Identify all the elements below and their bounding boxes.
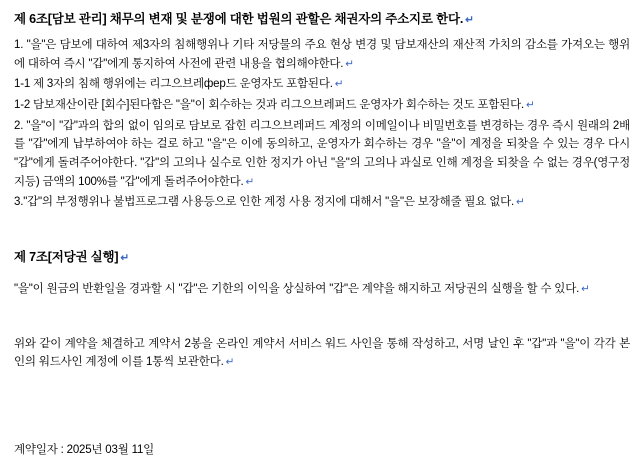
- spacer: [14, 374, 630, 408]
- section-article-6: [14, 10, 630, 212]
- paragraph-text: "을"이 원금의 반환일을 경과할 시 "갑"은 기한의 이익을 상실하여 "갑"은 계약을 해지하고 저당권의 실행을 할 수 있다.: [14, 283, 580, 296]
- section-heading-text: 제 6조[담보 관리] 채무의 변재 및 분쟁에 대한 법원의 관할은 채권자의 주소지로 한다.: [14, 12, 464, 26]
- paragraph: [14, 96, 630, 115]
- paragraph-text: 3."갑"의 부정행위나 불법프로그램 사용등으로 인한 계정 사용 정지에 대해서 "을"은 보장해줄 필요 없다.: [14, 196, 515, 209]
- contract-date: [14, 441, 630, 459]
- paragraph: [14, 117, 630, 192]
- closing-paragraph-text: 위와 같이 계약을 체결하고 계약서 2봉을 온라인 계약서 서비스 워드 사인을 통해 작성하고, 서명 날인 후 "갑"과 "을"이 각각 본인의 워드사인 계정에 이를 1통씩 보관한다.: [14, 337, 630, 369]
- pilcrow-mark: ↵: [581, 283, 590, 296]
- spacer: [14, 214, 630, 248]
- spacer: [14, 266, 630, 280]
- paragraph: [14, 193, 630, 212]
- paragraph-text: 1-2 담보재산이란 [회수]된다함은 "을"이 회수하는 것과 리그으브레퍼드 운영자가 회수하는 것도 포함된다.: [14, 99, 524, 112]
- section-heading-text: 제 7조[저당권 실행]: [14, 249, 119, 264]
- contract-date-text: 계약일자 : 2025년 03월 11일: [14, 444, 155, 457]
- paragraph-text: 1. "을"은 담보에 대하여 제3자의 침해행위나 기타 저당물의 주요 현상 변경 및 담보재산의 재산적 가치의 감소를 가져오는 행위에 대하여 즉시 "갑"에게 통지하여 사전에 관련 내용을 협의해야한다.: [14, 39, 630, 70]
- paragraph: [14, 75, 630, 94]
- pilcrow-mark: ↵: [120, 251, 129, 264]
- pilcrow-mark: ↵: [526, 99, 535, 112]
- paragraph-text: 2. "을"이 "갑"과의 합의 없이 임의로 담보로 잡힌 리그으브레퍼드 계정의 이메일이나 비밀번호를 변경하는 경우 즉시 원래의 2배를 "갑"에게 납부하여야 하는 걸로 하고 "을"은 이에 동의하고, 운영자가 회수하는 경우 "을"이 계정을 되찾을 수 있는 경우 다시 "갑"에게 돌려주어야한다. "갑"의 고의나 실수로 인한 정지가 아닌 "을"의 고의나 과실로 인해 계정을 되찾을 수 없는 경우(영구정지등) 금액의 100%를 "갑"에게 돌려주어야한다.: [14, 119, 630, 188]
- pilcrow-mark: ↵: [245, 175, 255, 188]
- section-heading: [14, 10, 630, 28]
- pilcrow-mark: ↵: [465, 14, 474, 26]
- closing-paragraph: [14, 335, 630, 372]
- pilcrow-mark: ↵: [516, 196, 525, 209]
- section-heading: [14, 248, 630, 266]
- pilcrow-mark: ↵: [225, 356, 235, 369]
- spacer: [14, 408, 630, 430]
- paragraph: [14, 36, 630, 73]
- paragraph-text: 1-1 제 3자의 침해 행위에는 리그으브레фер드 운영자도 포함된다.: [14, 78, 333, 91]
- section-article-7: [14, 248, 630, 299]
- pilcrow-mark: ↵: [345, 57, 354, 70]
- spacer: [14, 301, 630, 335]
- pilcrow-mark: ↵: [334, 78, 344, 91]
- paragraph: [14, 280, 630, 299]
- closing-block: [14, 335, 630, 460]
